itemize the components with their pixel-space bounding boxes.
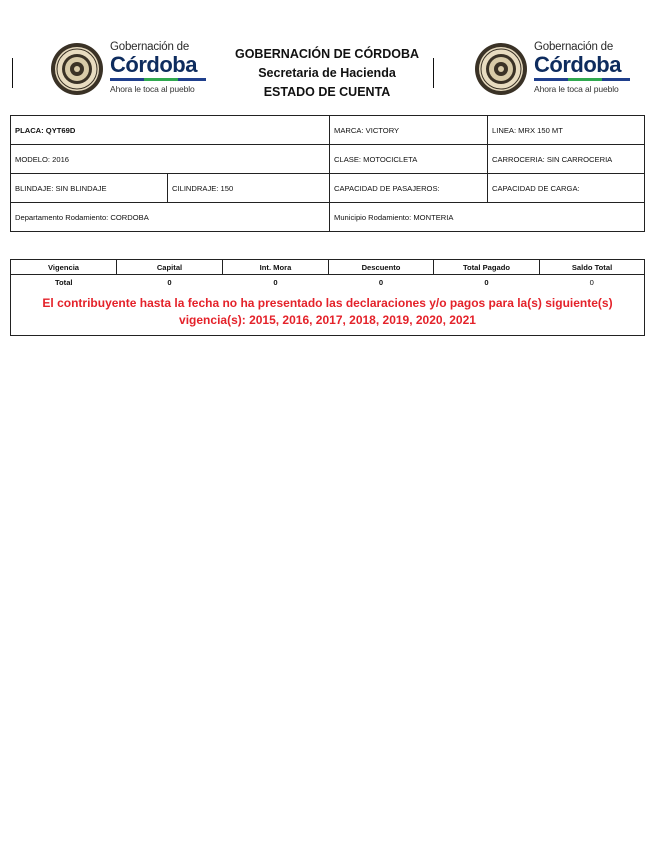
table-row [11, 203, 645, 232]
linea-cell: LINEA: MRX 150 MT [488, 116, 645, 145]
total-capital: 0 [167, 278, 172, 287]
account-summary-table [10, 259, 645, 336]
left-separator [12, 58, 13, 88]
pasajeros-cell: CAPACIDAD DE PASAJEROS: [330, 174, 488, 203]
right-separator [433, 58, 434, 88]
table-row [11, 116, 645, 145]
seal-icon [50, 42, 104, 96]
logo-top-text: Gobernación de [534, 41, 614, 53]
total-saldo: 0 [589, 278, 594, 287]
title-line-1: GOBERNACIÓN DE CÓRDOBA [234, 47, 420, 61]
blindaje-cell: BLINDAJE: SIN BLINDAJE [11, 174, 168, 203]
logo-main-text: Córdoba [110, 52, 197, 77]
clase-cell: CLASE: MOTOCICLETA [330, 145, 488, 174]
table-row [11, 145, 645, 174]
modelo-cell: MODELO: 2016 [11, 145, 330, 174]
header-vigencia: Vigencia [11, 260, 117, 275]
total-label: Total [54, 278, 73, 287]
title-line-3: ESTADO DE CUENTA [263, 85, 391, 99]
summary-header-row [11, 260, 645, 275]
logo-tagline: Ahora le toca al pueblo [110, 84, 195, 94]
header-int-mora: Int. Mora [223, 260, 329, 275]
header-saldo-total: Saldo Total [540, 260, 645, 275]
logo-main-text: Córdoba [534, 52, 621, 77]
municipio-cell: Municipio Rodamiento: MONTERIA [330, 203, 645, 232]
placa-cell: PLACA: QYT69D [11, 116, 330, 145]
pending-declarations-notice: El contribuyente hasta la fecha no ha presentado las declaraciones y/o pagos para la(s) siguiente(s) vigencia(s): 2015, 2016, 2017, 2018, 2019, 2020, 2021 [42, 296, 613, 327]
notice-row [11, 290, 645, 336]
header-capital: Capital [117, 260, 223, 275]
marca-cell: MARCA: VICTORY [330, 116, 488, 145]
total-int-mora: 0 [273, 278, 278, 287]
vehicle-info-table [10, 115, 645, 232]
total-row [11, 275, 645, 291]
header-total-pagado: Total Pagado [434, 260, 540, 275]
logo-top-text: Gobernación de [110, 41, 190, 53]
carga-cell: CAPACIDAD DE CARGA: [488, 174, 645, 203]
logo-color-rule [534, 78, 630, 81]
right-logo [474, 40, 644, 98]
total-descuento: 0 [378, 278, 384, 287]
seal-icon [474, 42, 528, 96]
cilindraje-cell: CILINDRAJE: 150 [168, 174, 330, 203]
header-descuento: Descuento [329, 260, 434, 275]
carroceria-cell: CARROCERIA: SIN CARROCERIA [488, 145, 645, 174]
total-pagado: 0 [484, 278, 489, 287]
left-logo [50, 40, 220, 98]
title-line-2: Secretaria de Hacienda [258, 66, 396, 80]
logo-color-rule [110, 78, 206, 81]
departamento-cell: Departamento Rodamiento: CORDOBA [11, 203, 330, 232]
logo-tagline: Ahora le toca al pueblo [534, 84, 619, 94]
table-row [11, 174, 645, 203]
document-title [222, 45, 432, 102]
